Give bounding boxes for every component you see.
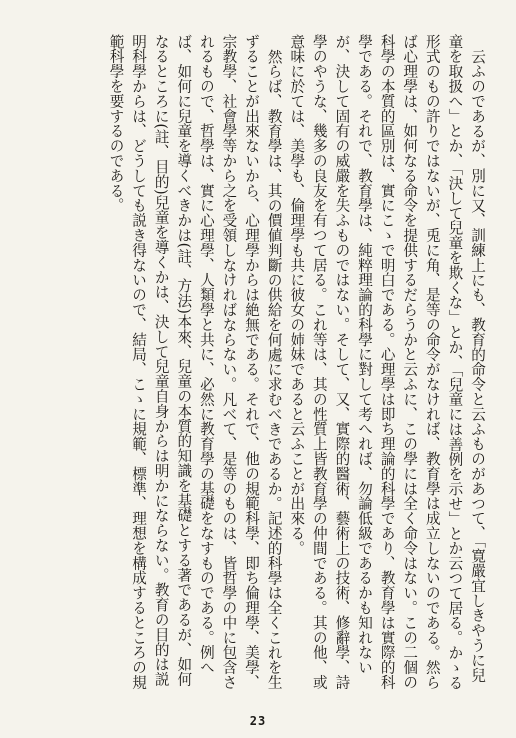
page-number: 23 bbox=[249, 714, 267, 728]
vertical-text-body bbox=[22, 34, 488, 696]
paragraph-1: 云ふのであるが、別に又、訓練上にも、教育的命令と云ふものがあつて、「寛嚴宜しきやうに兒童を取扱へ」とか、「決して兒童を欺くな」とか、「兒童には善例を示せ」とか云つて居る。かゝる形式のもの許りではないが、兎に角、是等の命令がなければ、教育學は成立しないのである。然らば心理學は、如何なる命令を提供するだらうかと云ふに、この學には全く命令はない。この二個の科學の本質的區別は、實にこゝで明白である。心理學は即ち理論的科學であり、教育學は實際的科學である。それで、教育學は、純粹理論的科學に對して考へれば、勿論低級であるかも知れないが、決して固有の威嚴を失ふものではない。そして、又、實際的醫術、藝術上の技術、修辭學、詩學のやうな、幾多の良友を有つて居る。これ等は、其の性質上皆教育學の仲間である。其の他、或意味に於ては、美學も、倫理學も共に彼女の姉妹であると云ふことが出來る。 bbox=[288, 34, 486, 690]
paragraph-2: 然らば、教育學は、其の價値判斷の供給を何處に求むべきであるか。記述的科學は全くこれを生ずることが出來ないから、心理學からは絶無である。それで、他の規範科學、即ち倫理學、美學、宗教學、社會學等から之を受領しなければならない。凡べて、是等のものは、皆哲學の中に包含されるもので、哲學は、實に心理學、人類學と共に、必然に教育學の基礎をなすものである。例へば、如何に兒童を導くべきかは(註、方法)本來、兒童の本質的知識を基礎とする著であるが、如何なるところに(註、目的)兒童を導くかは、決して兒童自身からは明かにならない。教育の目的は説明科學からは、どうしても説き得ないので、結局、こゝに規範、標準、理想を構成するところの規範科學を要するのである。 bbox=[107, 34, 283, 690]
